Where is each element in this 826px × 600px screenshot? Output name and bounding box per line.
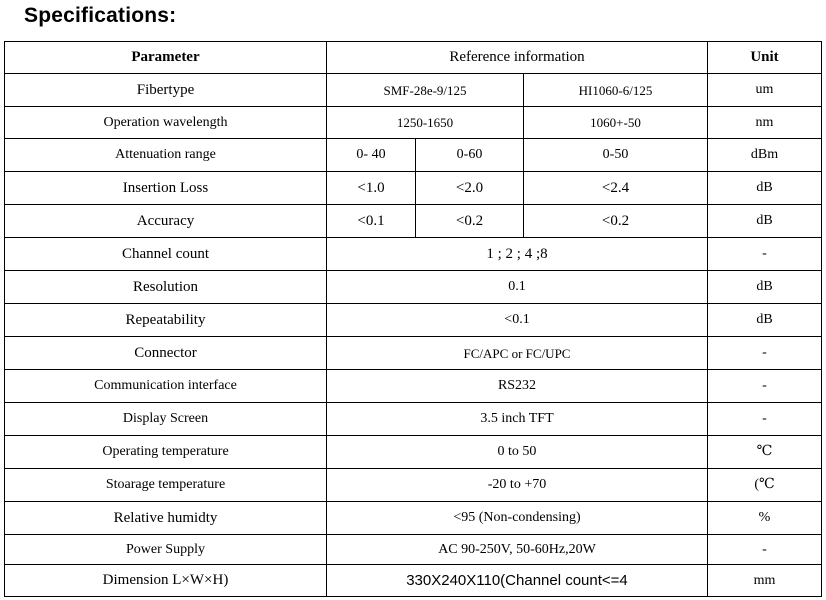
specifications-table [4, 41, 822, 597]
row-label: Insertion Loss [5, 172, 327, 205]
row-operating-temperature [5, 436, 822, 469]
row-label: Stoarage temperature [5, 469, 327, 502]
power-value: AC 90-250V, 50-60Hz,20W [327, 535, 708, 565]
row-label: Connector [5, 337, 327, 370]
row-communication-interface [5, 370, 822, 403]
row-label: Communication interface [5, 370, 327, 403]
insertion-value-a1: <1.0 [327, 172, 416, 205]
row-fibertype [5, 74, 822, 107]
op-temp-value: 0 to 50 [327, 436, 708, 469]
wavelength-value-b: 1060+-50 [524, 107, 708, 139]
row-unit: - [708, 370, 822, 403]
row-unit: um [708, 74, 822, 107]
connector-value: FC/APC or FC/UPC [327, 337, 708, 370]
display-value: 3.5 inch TFT [327, 403, 708, 436]
row-unit: - [708, 238, 822, 271]
attenuation-value-b: 0-50 [524, 139, 708, 172]
row-relative-humidity [5, 502, 822, 535]
row-label: Resolution [5, 271, 327, 304]
row-display-screen [5, 403, 822, 436]
row-dimension [5, 565, 822, 597]
row-unit: mm [708, 565, 822, 597]
wavelength-value-a: 1250-1650 [327, 107, 524, 139]
row-label: Fibertype [5, 74, 327, 107]
row-unit: dB [708, 271, 822, 304]
row-unit: dB [708, 172, 822, 205]
attenuation-value-a1: 0- 40 [327, 139, 416, 172]
row-unit: % [708, 502, 822, 535]
resolution-value: 0.1 [327, 271, 708, 304]
accuracy-value-a2: <0.2 [416, 205, 524, 238]
row-repeatability [5, 304, 822, 337]
fibertype-value-a: SMF-28e-9/125 [327, 74, 524, 107]
row-wavelength [5, 107, 822, 139]
row-label: Channel count [5, 238, 327, 271]
row-unit: ℃ [708, 436, 822, 469]
row-insertion-loss [5, 172, 822, 205]
attenuation-value-a2: 0-60 [416, 139, 524, 172]
row-unit: dBm [708, 139, 822, 172]
row-storage-temperature [5, 469, 822, 502]
header-reference: Reference information [327, 42, 708, 74]
row-unit: dB [708, 205, 822, 238]
row-unit: dB [708, 304, 822, 337]
page-title: Specifications: [24, 4, 177, 27]
interface-value: RS232 [327, 370, 708, 403]
humidity-value: <95 (Non-condensing) [327, 502, 708, 535]
row-attenuation [5, 139, 822, 172]
row-label: Operation wavelength [5, 107, 327, 139]
dimension-value: 330X240X110(Channel count<=4 [327, 565, 708, 597]
row-unit: - [708, 535, 822, 565]
fibertype-value-b: HI1060-6/125 [524, 74, 708, 107]
row-unit: nm [708, 107, 822, 139]
row-connector [5, 337, 822, 370]
row-resolution [5, 271, 822, 304]
insertion-value-a2: <2.0 [416, 172, 524, 205]
row-label: Operating temperature [5, 436, 327, 469]
row-label: Display Screen [5, 403, 327, 436]
header-row [5, 42, 822, 74]
accuracy-value-a1: <0.1 [327, 205, 416, 238]
row-unit: - [708, 337, 822, 370]
row-channel-count [5, 238, 822, 271]
row-accuracy [5, 205, 822, 238]
insertion-value-b: <2.4 [524, 172, 708, 205]
channel-value: 1 ; 2 ; 4 ;8 [327, 238, 708, 271]
header-unit: Unit [708, 42, 822, 74]
header-parameter: Parameter [5, 42, 327, 74]
row-label: Repeatability [5, 304, 327, 337]
accuracy-value-b: <0.2 [524, 205, 708, 238]
row-label: Relative humidty [5, 502, 327, 535]
row-unit: (℃ [708, 469, 822, 502]
row-label: Dimension L×W×H) [5, 565, 327, 597]
storage-temp-value: -20 to +70 [327, 469, 708, 502]
row-power-supply [5, 535, 822, 565]
repeatability-value: <0.1 [327, 304, 708, 337]
row-label: Attenuation range [5, 139, 327, 172]
row-label: Power Supply [5, 535, 327, 565]
row-unit: - [708, 403, 822, 436]
row-label: Accuracy [5, 205, 327, 238]
